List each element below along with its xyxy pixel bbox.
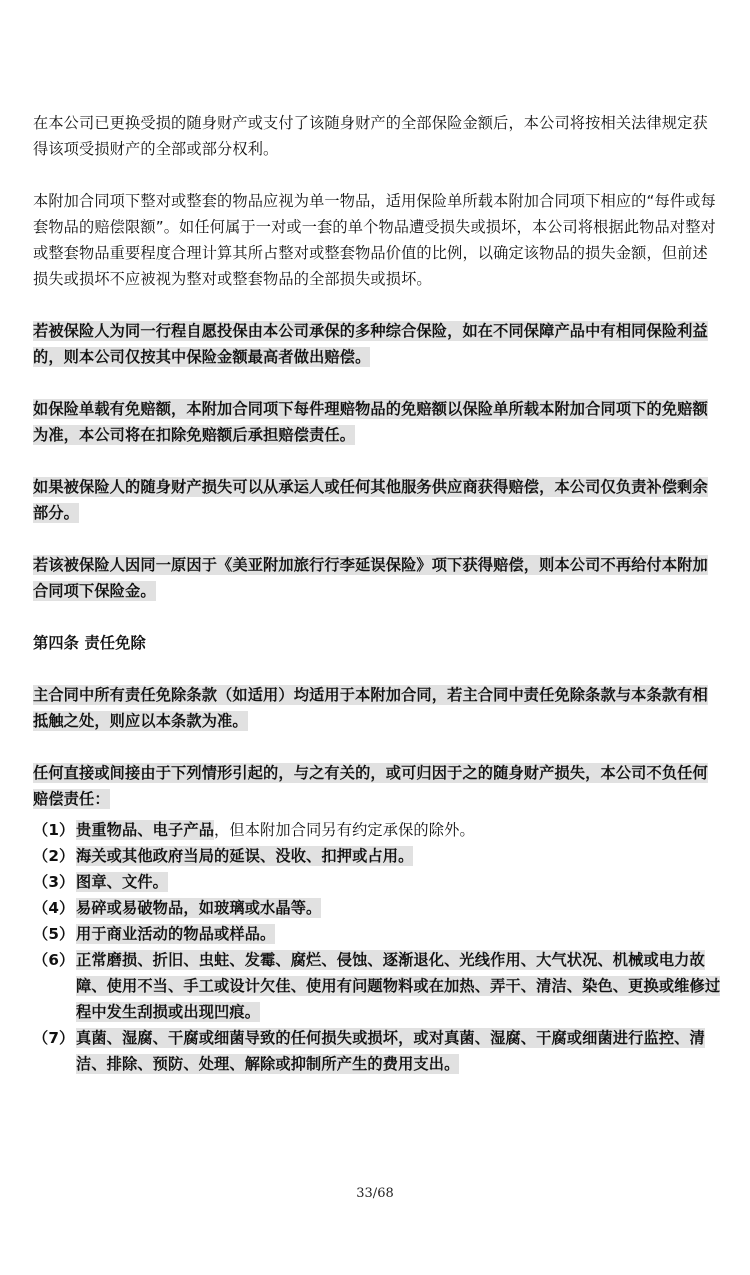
paragraph-rights-transfer: 在本公司已更换受损的随身财产或支付了该随身财产的全部保险金额后，本公司将按相关法律规定获得该项受损财产的全部或部分权利。	[33, 114, 708, 158]
highlight-deductible: 如保险单载有免赔额，本附加合同项下每件理赔物品的免赔额以保险单所载本附加合同项下的免赔额为准，本公司将在扣除免赔额后承担赔偿责任。	[33, 400, 708, 444]
list-item-bold: 海关或其他政府当局的延误、没收、扣押或占用。	[76, 847, 414, 865]
list-item-number: （7）	[33, 1029, 75, 1047]
list-item	[33, 1025, 723, 1077]
highlight-multiple-insurance: 若被保险人为同一行程自愿投保由本公司承保的多种综合保险，如在不同保障产品中有相同保险利益的，则本公司仅按其中保险金额最高者做出赔偿。	[33, 322, 708, 366]
list-item-number: （5）	[33, 925, 75, 943]
list-item	[33, 817, 723, 843]
list-item	[33, 843, 723, 869]
list-item-bold: 用于商业活动的物品或样品。	[76, 925, 276, 943]
page-content	[33, 110, 723, 1077]
list-item-bold: 易碎或易破物品，如玻璃或水晶等。	[76, 899, 322, 917]
list-item-number: （2）	[33, 847, 75, 865]
exclusion-list	[33, 817, 723, 1077]
list-item-bold: 图章、文件。	[76, 873, 169, 891]
paragraph-pair-set-items: 本附加合同项下整对或整套的物品应视为单一物品，适用保险单所载本附加合同项下相应的“每件或每套物品的赔偿限额”。如任何属于一对或一套的单个物品遭受损失或损坏，本公司将根据此物品对整对或整套物品重要程度合理计算其所占整对或整套物品价值的比例，以确定该物品的损失金额，但前述损失或损坏不应被视为整对或整套物品的全部损失或损坏。	[33, 192, 716, 288]
list-item-number: （6）	[33, 951, 75, 969]
paragraph-multiple-insurance	[33, 318, 723, 370]
paragraph-baggage-delay	[33, 552, 723, 604]
list-item-text: ，但本附加合同另有约定承保的除外。	[214, 821, 475, 839]
highlight-baggage-delay: 若该被保险人因同一原因于《美亚附加旅行行李延误保险》项下获得赔偿，则本公司不再给付本附加合同项下保险金。	[33, 556, 708, 600]
list-item	[33, 869, 723, 895]
section-heading: 第四条 责任免除	[33, 634, 146, 652]
page-number: 33/68	[356, 1186, 394, 1201]
paragraph-deductible	[33, 396, 723, 448]
paragraph-exclusion-lead	[33, 760, 723, 812]
list-item	[33, 895, 723, 921]
list-item	[33, 947, 723, 1025]
highlight-exclusion-lead: 任何直接或间接由于下列情形引起的，与之有关的，或可归因于之的随身财产损失，本公司不负任何赔偿责任：	[33, 764, 708, 808]
paragraph-exclusion-intro	[33, 682, 723, 734]
list-item-number: （1）	[33, 821, 75, 839]
paragraph-carrier-compensation	[33, 474, 723, 526]
list-item-bold: 正常磨损、折旧、虫蛀、发霉、腐烂、侵蚀、逐渐退化、光线作用、大气状况、机械或电力故障、使用不当、手工或设计欠佳、使用有问题物料或在加热、弄干、清洁、染色、更换或维修过程中发生刮损或出现凹痕。	[76, 951, 721, 1021]
list-item-bold: 真菌、湿腐、干腐或细菌导致的任何损失或损坏，或对真菌、湿腐、干腐或细菌进行监控、清洁、排除、预防、处理、解除或抑制所产生的费用支出。	[76, 1029, 705, 1073]
list-item	[33, 921, 723, 947]
highlight-exclusion-intro: 主合同中所有责任免除条款（如适用）均适用于本附加合同，若主合同中责任免除条款与本条款有相抵触之处，则应以本条款为准。	[33, 686, 708, 730]
list-item-bold: 贵重物品、电子产品	[76, 821, 215, 839]
list-item-number: （4）	[33, 899, 75, 917]
highlight-carrier-compensation: 如果被保险人的随身财产损失可以从承运人或任何其他服务供应商获得赔偿，本公司仅负责补偿剩余部分。	[33, 478, 708, 522]
list-item-number: （3）	[33, 873, 75, 891]
